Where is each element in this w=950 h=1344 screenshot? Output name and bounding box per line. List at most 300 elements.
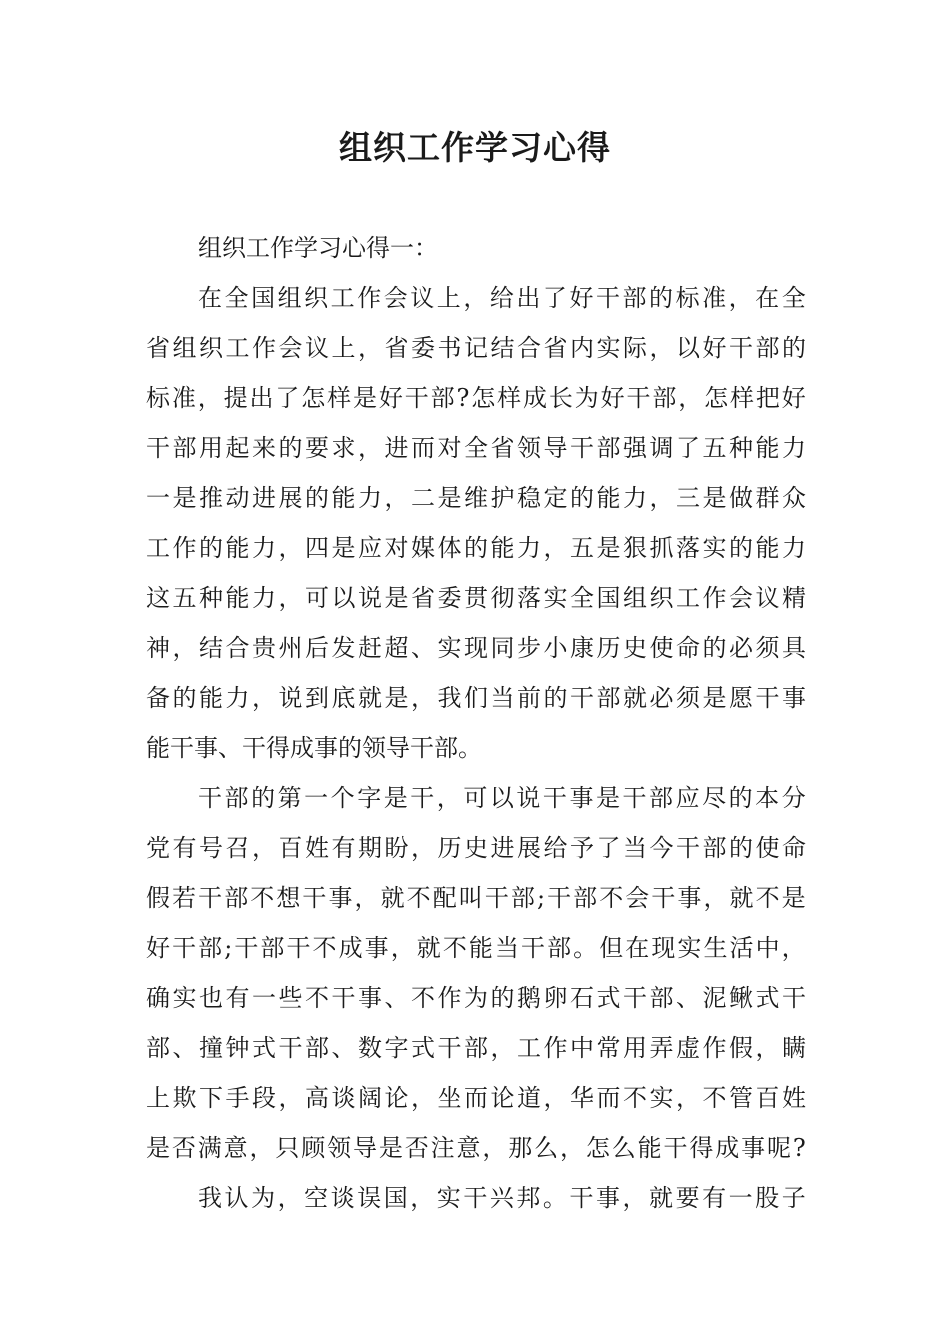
text-char: 发	[331, 634, 356, 662]
text-char: 工	[246, 234, 270, 262]
text-char: 而	[596, 1084, 621, 1112]
text-char: 心	[342, 234, 366, 262]
text-char: ，	[278, 534, 303, 562]
text-char: 不	[755, 884, 780, 912]
text-char: 省	[146, 334, 170, 362]
text-char: 干	[570, 434, 594, 462]
text-char: ?	[456, 384, 470, 412]
text-char: 实	[172, 984, 197, 1012]
text-char: 备	[146, 684, 170, 712]
text-char: 力	[252, 534, 276, 562]
text-char: 想	[276, 884, 301, 912]
text-char: 干	[782, 984, 806, 1012]
text-char: 作	[437, 984, 462, 1012]
page-title: 组织工作学习心得	[339, 128, 611, 167]
text-char: 否	[404, 1134, 429, 1162]
text-char: ，	[411, 684, 435, 712]
text-char: 分	[781, 784, 806, 812]
text-char: 到	[305, 684, 329, 712]
text-char: 狠	[623, 534, 647, 562]
text-char: 实	[677, 934, 702, 962]
text-char: 标	[675, 284, 700, 312]
text-char: 一	[304, 784, 329, 812]
text-char: 能	[755, 534, 780, 562]
text-char: 怎	[301, 384, 326, 412]
text-char: 干	[198, 884, 223, 912]
text-char: 后	[305, 634, 329, 662]
text-char: 泥	[702, 984, 727, 1012]
text-char: 上	[436, 284, 461, 312]
text-char: 落	[517, 584, 541, 612]
text-char: 手	[225, 1084, 250, 1112]
text-char: 省	[543, 334, 568, 362]
text-char: 使	[649, 634, 674, 662]
text-char: 须	[755, 634, 780, 662]
text-char: 欺	[172, 1084, 197, 1112]
text-char: 说	[516, 784, 541, 812]
text-char: 邦	[516, 1184, 541, 1212]
text-char: ，	[358, 334, 382, 362]
text-char: 一	[146, 484, 170, 512]
text-char: 把	[755, 384, 780, 412]
text-char: 干	[278, 1034, 303, 1062]
text-char: 干	[569, 1184, 594, 1212]
text-char: 的	[728, 784, 753, 812]
text-char: 是	[172, 484, 197, 512]
text-char: 部	[652, 384, 677, 412]
text-char: 部	[547, 934, 572, 962]
text-char: 历	[437, 834, 462, 862]
text-char: 给	[543, 834, 568, 862]
text-char: 小	[543, 634, 568, 662]
text-char: 盼	[384, 834, 409, 862]
text-char: 现	[464, 634, 488, 662]
text-char: 求	[331, 434, 356, 462]
text-line	[146, 523, 806, 573]
text-char: 但	[599, 934, 624, 962]
text-char: ，	[411, 1084, 435, 1112]
text-char: 字	[384, 1034, 409, 1062]
text-char: 实	[702, 534, 727, 562]
text-char: 内	[570, 334, 594, 362]
text-char: 坐	[437, 1084, 462, 1112]
text-char: 。	[542, 1184, 567, 1212]
text-char: 干	[570, 684, 594, 712]
text-char: 学	[294, 234, 318, 262]
text-char: ，	[354, 884, 379, 912]
text-char: 展	[517, 834, 541, 862]
text-char: 织	[304, 284, 329, 312]
text-char: 石	[570, 984, 594, 1012]
text-line	[146, 323, 806, 373]
text-char: ，	[543, 534, 568, 562]
text-char: 同	[490, 634, 515, 662]
text-char: 组	[172, 334, 197, 362]
text-char: 作	[702, 1034, 727, 1062]
text-char: 实	[437, 634, 462, 662]
text-char: 是	[595, 784, 620, 812]
text-char: 五	[702, 434, 727, 462]
text-char: 合	[517, 334, 541, 362]
text-char: 今	[649, 834, 674, 862]
text-char: 事	[595, 1184, 620, 1212]
text-char: 部	[305, 1034, 329, 1062]
text-char: 第	[277, 784, 302, 812]
text-char: 中	[570, 1034, 594, 1062]
text-char: 部	[430, 384, 455, 412]
text-char: 稳	[517, 484, 541, 512]
text-char: 百	[278, 834, 303, 862]
text-char: 落	[676, 534, 700, 562]
text-char: 那	[508, 1134, 533, 1162]
text-char: 命	[782, 834, 806, 862]
text-char: 为	[251, 1184, 276, 1212]
text-char: 鹅	[517, 984, 541, 1012]
text-line	[146, 773, 806, 823]
text-char: 国	[251, 284, 276, 312]
text-char: 组	[198, 234, 222, 262]
text-char: 干	[626, 384, 651, 412]
text-char: 全	[464, 434, 488, 462]
text-char: 部	[224, 884, 249, 912]
text-char: 维	[464, 484, 488, 512]
text-char: ，	[728, 284, 753, 312]
text-char: ;	[224, 934, 233, 962]
text-char: 有	[172, 834, 197, 862]
text-char: 是	[702, 484, 727, 512]
text-char: 的	[338, 734, 362, 762]
text-char: 予	[570, 834, 594, 862]
text-char: 能	[146, 734, 170, 762]
text-char: 、	[676, 984, 700, 1012]
text-char: 能	[490, 534, 515, 562]
text-char: 是	[353, 384, 377, 412]
text-char: 有	[331, 834, 356, 862]
text-char: 贵	[252, 634, 276, 662]
text-char: 实	[543, 584, 568, 612]
text-char: 部	[755, 334, 780, 362]
text-char: 式	[252, 1034, 276, 1062]
text-char: 织	[199, 334, 223, 362]
text-char: 而	[464, 1084, 488, 1112]
text-char: 部	[702, 834, 727, 862]
text-char: 了	[596, 834, 621, 862]
text-char: 众	[782, 484, 806, 512]
text-char: 部	[434, 734, 458, 762]
text-char: 赶	[358, 634, 382, 662]
text-char: 领	[517, 434, 541, 462]
text-char: 进	[384, 434, 409, 462]
text-char: 不	[406, 884, 431, 912]
text-char: 力	[252, 584, 276, 612]
text-char: 组	[277, 284, 302, 312]
text-char: 实	[649, 1084, 674, 1112]
text-char: 干	[729, 334, 753, 362]
text-char: 以	[489, 784, 514, 812]
text-char: 谈	[330, 1184, 355, 1212]
text-char: 前	[517, 684, 541, 712]
text-char: 是	[702, 684, 727, 712]
text-char: 。	[573, 934, 598, 962]
text-char: 活	[729, 934, 754, 962]
text-char: 使	[755, 834, 780, 862]
text-char: 作	[270, 234, 294, 262]
text-char: 干	[676, 834, 700, 862]
text-char: 而	[411, 434, 435, 462]
text-char: ，	[390, 934, 415, 962]
text-char: 体	[437, 534, 462, 562]
text-char: 干	[198, 784, 222, 812]
text-char: 姓	[305, 834, 329, 862]
text-char: 是	[596, 534, 621, 562]
text-char: 的	[702, 634, 727, 662]
text-char: 能	[596, 484, 621, 512]
text-char: 能	[225, 534, 250, 562]
text-char: 会	[625, 884, 650, 912]
text-char: ，	[463, 284, 488, 312]
text-char: 导	[353, 1134, 377, 1162]
text-char: 说	[278, 684, 303, 712]
text-char: 是	[383, 784, 408, 812]
text-char: 准	[702, 284, 727, 312]
text-char: 为	[464, 984, 488, 1012]
text-char: 部	[198, 934, 223, 962]
text-char: 事	[782, 684, 806, 712]
text-char: 干	[146, 434, 170, 462]
text-char: 干	[404, 384, 429, 412]
text-char: 展	[278, 484, 303, 512]
text-char: 种	[199, 584, 223, 612]
text-char: 是	[437, 484, 462, 512]
text-char: ，	[649, 334, 674, 362]
text-char: 媒	[411, 534, 435, 562]
text-char: 际	[623, 334, 647, 362]
text-char: 作	[252, 334, 276, 362]
text-char: 干	[302, 884, 327, 912]
text-char: ：	[414, 234, 438, 262]
text-char: 姓	[782, 1084, 806, 1112]
text-char: 长	[548, 384, 573, 412]
text-char: 部	[464, 1034, 488, 1062]
text-char: 事	[358, 984, 382, 1012]
text-char: 的	[172, 684, 197, 712]
text-char: 的	[782, 334, 806, 362]
text-char: 生	[703, 934, 728, 962]
text-char: 常	[596, 1034, 621, 1062]
text-char: 能	[199, 684, 223, 712]
text-char: 康	[570, 634, 594, 662]
text-char: ，	[543, 1084, 568, 1112]
text-char: 认	[224, 1184, 249, 1212]
text-char: 一	[390, 234, 414, 262]
text-char: 好	[600, 384, 625, 412]
text-char: 式	[411, 1034, 435, 1062]
text-char: 意	[223, 1134, 248, 1162]
text-char: 精	[782, 584, 806, 612]
text-char: 会	[729, 584, 753, 612]
text-char: 事	[314, 734, 338, 762]
text-char: 史	[623, 634, 647, 662]
text-char: 部	[260, 934, 285, 962]
text-char: 进	[252, 484, 276, 512]
text-char: 贯	[464, 584, 488, 612]
text-char: 满	[197, 1134, 222, 1162]
text-char: 作	[543, 1034, 568, 1062]
text-char: 五	[172, 584, 197, 612]
text-char: ，	[249, 1134, 274, 1162]
text-char: ，	[755, 1034, 780, 1062]
text-char: 、	[384, 984, 409, 1012]
text-char: 必	[649, 684, 674, 712]
text-char: 能	[637, 1134, 662, 1162]
text-char: 神	[146, 634, 170, 662]
text-char: 的	[570, 484, 594, 512]
text-char: 实	[596, 334, 621, 362]
text-char: 了	[542, 284, 567, 312]
text-char: 下	[199, 1084, 223, 1112]
text-char: 弄	[649, 1034, 674, 1062]
text-char: 织	[649, 584, 674, 612]
text-char: 省	[384, 334, 409, 362]
text-char: 不	[599, 884, 624, 912]
text-char: ，	[649, 484, 674, 512]
text-char: ，	[252, 684, 276, 712]
text-char: 党	[146, 834, 170, 862]
text-char: 会	[383, 284, 408, 312]
text-char: ，	[252, 834, 276, 862]
text-char: ，	[411, 834, 435, 862]
text-char: 误	[357, 1184, 382, 1212]
text-char: 愿	[729, 684, 753, 712]
text-char: 干	[286, 934, 311, 962]
text-line	[146, 873, 806, 923]
text-char: 定	[543, 484, 568, 512]
text-char: 就	[623, 684, 647, 712]
text-char: ，	[490, 1034, 515, 1062]
text-char: 二	[411, 484, 435, 512]
text-char: 假	[729, 1034, 753, 1062]
text-char: 个	[330, 784, 355, 812]
text-char: 事	[364, 934, 389, 962]
text-char: 部	[649, 984, 674, 1012]
text-char: 注	[430, 1134, 455, 1162]
text-char: 干	[547, 884, 572, 912]
text-char: 事	[569, 784, 594, 812]
text-char: 四	[305, 534, 329, 562]
text-char: 干	[242, 734, 266, 762]
text-char: ?	[792, 1134, 806, 1162]
text-char: 管	[729, 1084, 753, 1112]
text-char: 国	[383, 1184, 408, 1212]
text-char: 、	[172, 1034, 197, 1062]
text-char: 谈	[331, 1084, 356, 1112]
text-char: 作	[172, 534, 197, 562]
text-line	[146, 473, 806, 523]
text-char: 干	[623, 984, 647, 1012]
text-char: 我	[437, 684, 462, 712]
text-char: 具	[782, 634, 806, 662]
text-char: 兴	[489, 1184, 514, 1212]
text-line	[146, 373, 806, 423]
text-char: 省	[411, 584, 435, 612]
text-char: 数	[358, 1034, 382, 1062]
text-char: 作	[357, 284, 382, 312]
text-char: 力	[623, 484, 647, 512]
text-char: 确	[146, 984, 170, 1012]
text-char: 的	[649, 284, 674, 312]
text-char: 标	[146, 384, 170, 412]
text-char: 呢	[767, 1134, 791, 1162]
text-line	[146, 423, 806, 473]
text-char: 对	[384, 534, 409, 562]
text-char: 省	[490, 434, 515, 462]
text-char: 命	[676, 634, 700, 662]
text-char: 的	[199, 534, 223, 562]
text-char: 的	[251, 784, 276, 812]
text-char: 段	[252, 1084, 276, 1112]
text-char: 五	[570, 534, 594, 562]
text-char: 合	[225, 634, 250, 662]
text-char: 工	[146, 534, 170, 562]
text-line	[146, 823, 806, 873]
text-char: 干	[463, 1184, 488, 1212]
text-line	[146, 973, 806, 1023]
text-char: ;	[536, 884, 546, 912]
text-char: 卵	[543, 984, 568, 1012]
text-char: ，	[358, 434, 382, 462]
text-char: 全	[570, 584, 594, 612]
text-char: 事	[194, 734, 218, 762]
text-char: ，	[622, 1184, 647, 1212]
text-char: 干	[170, 734, 194, 762]
text-char: 干	[755, 684, 780, 712]
text-char: 。	[458, 734, 482, 762]
text-char: 么	[534, 1134, 559, 1162]
text-char: 习	[318, 234, 342, 262]
text-char: 可	[463, 784, 488, 812]
text-char: 要	[305, 434, 329, 462]
text-char: 干	[542, 784, 567, 812]
text-char: 成	[338, 934, 363, 962]
text-char: 导	[386, 734, 410, 762]
text-char: 书	[437, 334, 462, 362]
text-char: 若	[172, 884, 197, 912]
text-char: 实	[436, 1184, 461, 1212]
text-char: ，	[384, 484, 409, 512]
text-char: 工	[517, 1034, 541, 1062]
text-char: 部	[510, 884, 535, 912]
text-char: 提	[223, 384, 248, 412]
text-char: 要	[675, 1184, 700, 1212]
text-char: 顾	[301, 1134, 326, 1162]
text-char: 全	[224, 284, 249, 312]
text-char: ，	[781, 934, 806, 962]
text-char: 不	[623, 1084, 647, 1112]
text-char: 议	[305, 334, 329, 362]
text-line	[146, 1073, 806, 1123]
text-char: 否	[171, 1134, 196, 1162]
text-char: 有	[702, 1184, 727, 1212]
text-char: 、	[218, 734, 242, 762]
text-char: 的	[464, 534, 488, 562]
text-char: 阔	[358, 1084, 382, 1112]
text-char: 强	[623, 434, 647, 462]
text-char: 得	[366, 234, 390, 262]
text-line	[146, 223, 806, 273]
text-char: 得	[266, 734, 290, 762]
text-char: 意	[456, 1134, 481, 1162]
text-char: 力	[517, 534, 541, 562]
